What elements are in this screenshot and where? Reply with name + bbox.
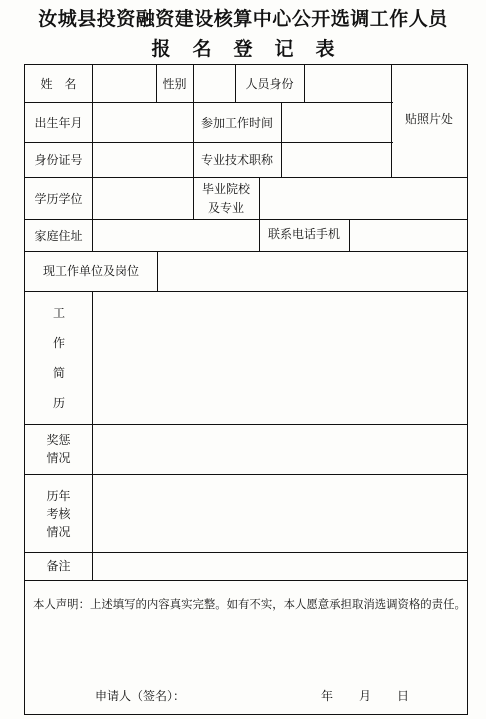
assessment-label-line1: 历年 xyxy=(46,489,71,503)
phone-label: 联系电话手机 xyxy=(267,227,340,241)
date-year-label: 年 xyxy=(321,689,334,703)
id-number-field[interactable] xyxy=(93,143,193,177)
reward-label-line1: 奖惩 xyxy=(46,433,71,447)
assessment-label-line3: 情况 xyxy=(46,525,71,539)
resume-label-char: 历 xyxy=(52,396,65,410)
professional-title-field[interactable] xyxy=(282,143,391,177)
school-label-line2: 及专业 xyxy=(207,201,244,215)
name-label: 姓 名 xyxy=(40,77,77,91)
reward-label-line2: 情况 xyxy=(46,451,71,465)
education-field[interactable] xyxy=(93,178,193,219)
school-field[interactable] xyxy=(260,178,467,219)
declaration-text: 本人声明：上述填写的内容真实完整。如有不实，本人愿意承担取消选调资格的责任。 xyxy=(33,597,466,611)
current-unit-field[interactable] xyxy=(158,252,467,291)
date-month-label: 月 xyxy=(359,689,372,703)
resume-label-char: 简 xyxy=(52,366,65,380)
signature-label: 申请人（签名）： xyxy=(95,689,186,703)
resume-label-char: 作 xyxy=(52,336,65,350)
assessment-field[interactable] xyxy=(93,475,467,552)
date-day-label: 日 xyxy=(397,689,410,703)
education-label: 学历学位 xyxy=(34,192,83,206)
assessment-label-line2: 考核 xyxy=(46,507,71,521)
birth-label: 出生年月 xyxy=(34,116,83,130)
address-field[interactable] xyxy=(93,220,259,251)
current-unit-label: 现工作单位及岗位 xyxy=(42,264,139,278)
resume-field[interactable] xyxy=(93,292,467,424)
work-start-label: 参加工作时间 xyxy=(200,116,273,130)
gender-field[interactable] xyxy=(194,65,235,102)
signature-field[interactable] xyxy=(195,680,305,708)
birth-field[interactable] xyxy=(93,103,193,142)
phone-field[interactable] xyxy=(350,220,467,251)
remarks-label: 备注 xyxy=(46,559,71,573)
name-field[interactable] xyxy=(93,65,156,102)
work-start-field[interactable] xyxy=(282,103,391,142)
identity-label: 人员身份 xyxy=(245,77,294,91)
photo-label: 贴照片处 xyxy=(404,112,453,126)
registration-form xyxy=(24,64,468,715)
form-subtitle: 报名登记表 xyxy=(151,38,357,60)
resume-label-char: 工 xyxy=(52,306,65,320)
identity-field[interactable] xyxy=(305,65,391,102)
gender-label: 性别 xyxy=(162,77,187,91)
address-label: 家庭住址 xyxy=(34,229,83,243)
row-line xyxy=(25,580,467,581)
photo-area[interactable] xyxy=(392,65,467,177)
id-number-label: 身份证号 xyxy=(34,153,83,167)
school-label-line1: 毕业院校 xyxy=(201,182,250,196)
remarks-field[interactable] xyxy=(93,553,467,580)
professional-title-label: 专业技术职称 xyxy=(200,153,273,167)
reward-field[interactable] xyxy=(93,425,467,474)
form-title: 汝城县投资融资建设核算中心公开选调工作人员 xyxy=(38,8,448,30)
